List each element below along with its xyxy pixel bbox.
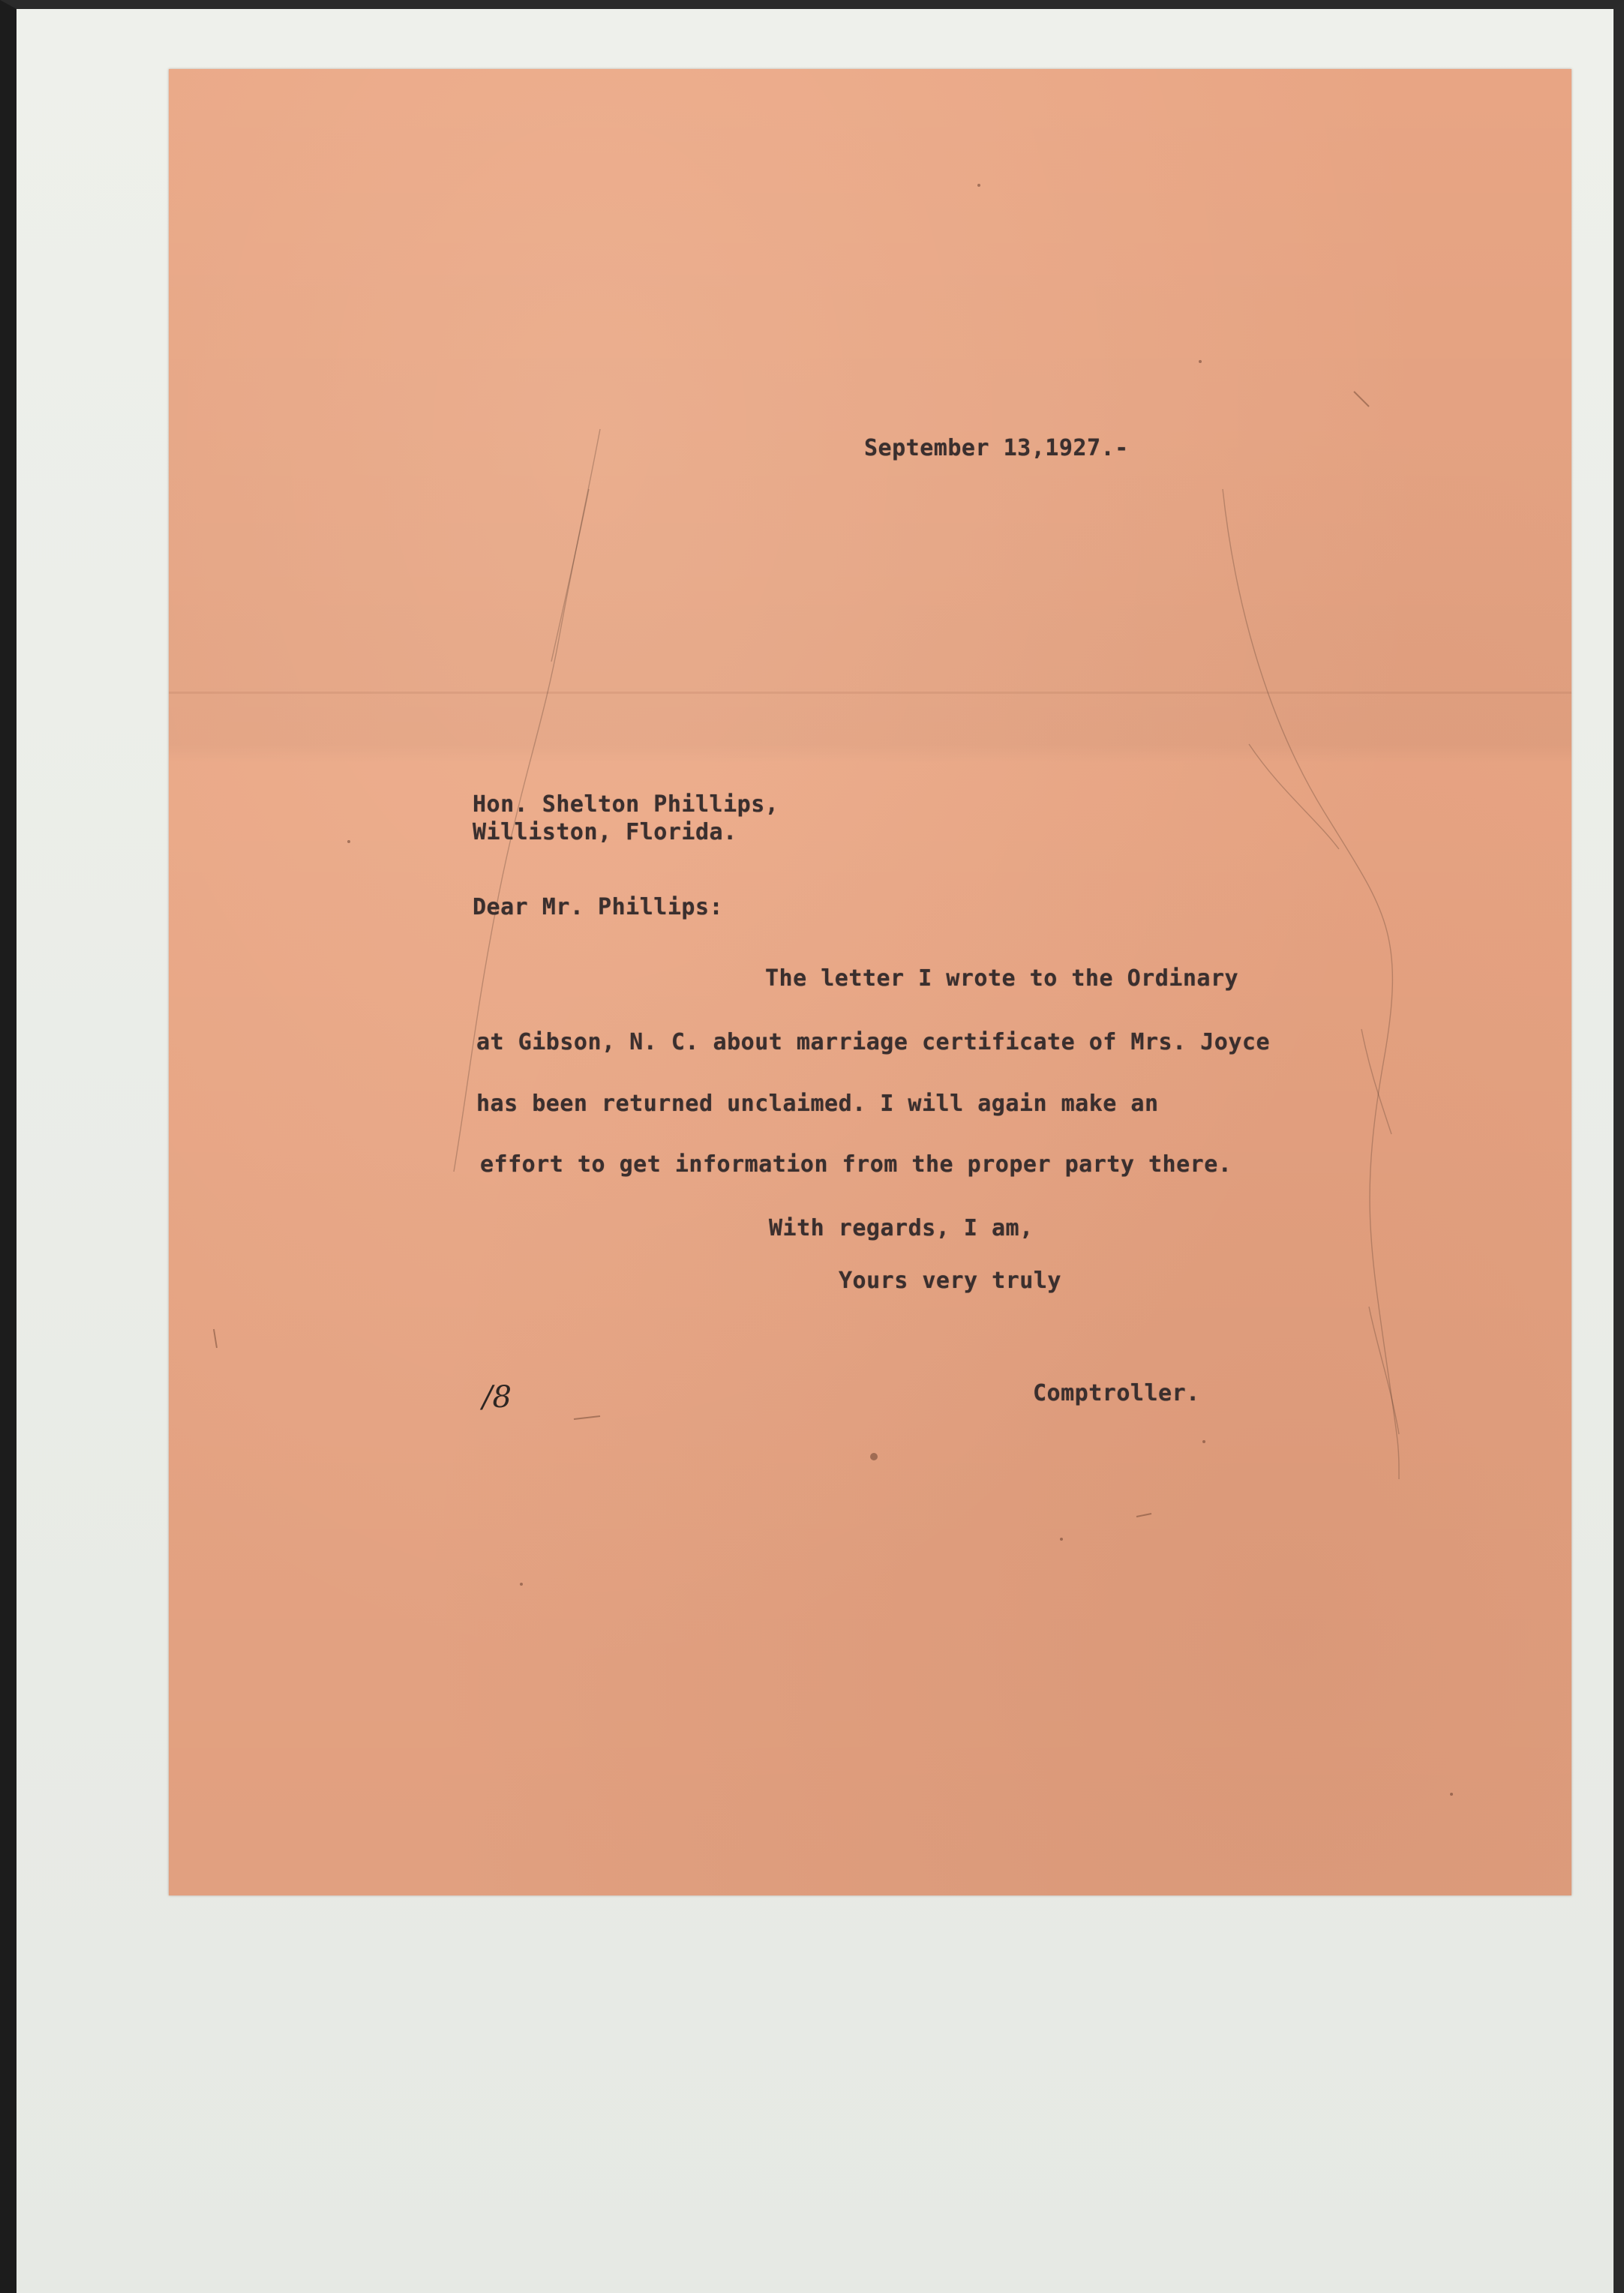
typist-initials: /8 <box>482 1380 512 1415</box>
body-line: has been returned unclaimed. I will again make an <box>476 1091 1159 1117</box>
signature-title: Comptroller. <box>1033 1380 1200 1406</box>
recipient-address: Williston, Florida. <box>473 819 737 845</box>
salutation: Dear Mr. Phillips: <box>473 894 724 920</box>
letter-sheet <box>169 69 1571 1895</box>
closing: With regards, I am, <box>769 1215 1034 1241</box>
paper-fold-line <box>169 692 1571 694</box>
letter-date: September 13,1927.- <box>864 435 1129 461</box>
valediction: Yours very truly <box>839 1268 1061 1294</box>
body-line: effort to get information from the proper party there. <box>480 1151 1232 1178</box>
body-line: The letter I wrote to the Ordinary <box>765 965 1239 992</box>
body-line: at Gibson, N. C. about marriage certificate of Mrs. Joyce <box>476 1029 1271 1055</box>
recipient-name: Hon. Shelton Phillips, <box>473 791 779 818</box>
